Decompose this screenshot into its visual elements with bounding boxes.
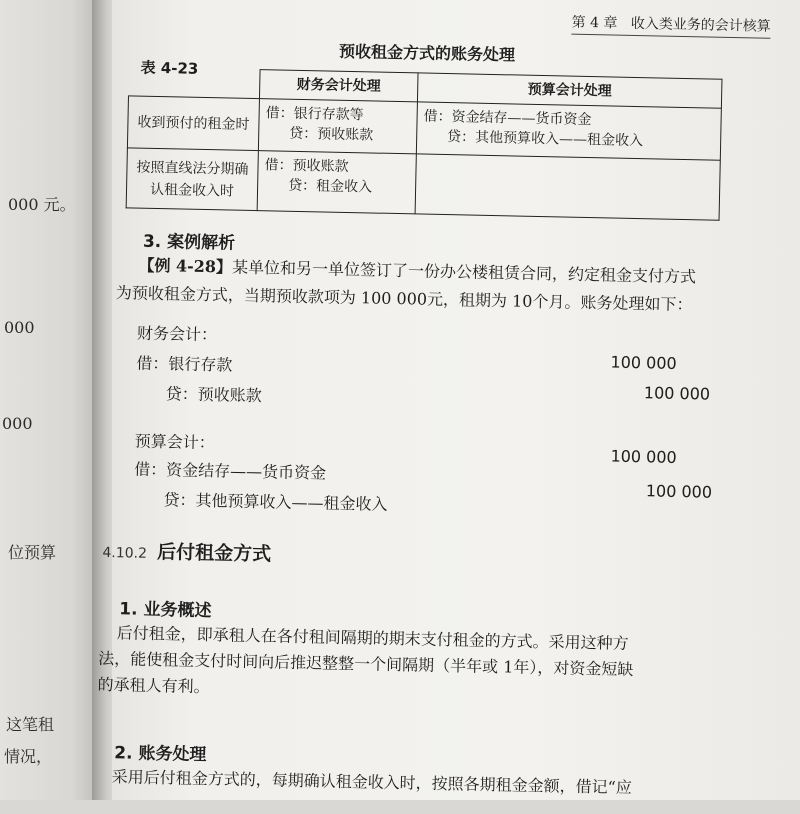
col-header-financial: 财务会计处理 <box>259 70 417 102</box>
page-content <box>95 0 800 814</box>
left-page-text: 000 <box>2 414 33 433</box>
left-page-text: 情况， <box>4 747 53 766</box>
accounting-table <box>126 66 723 220</box>
fin-debit-entry: 借：银行存款 <box>136 353 233 375</box>
fin-credit: 贷：预收账款 <box>289 125 374 144</box>
subheading-accounting: 2. 账务处理 <box>114 743 207 766</box>
table-cell <box>257 151 416 214</box>
fin-debit-amount: 100 000 <box>610 352 677 373</box>
para-line: 采用后付租金方式的，每期确认租金收入时，按照各期租金金额，借记“应 <box>111 767 633 798</box>
bud-debit-entry: 借：资金结存——货币资金 <box>133 459 327 483</box>
example-text: 某单位和另一单位签订了一份办公楼租赁合同，约定租金支付方式 <box>231 257 697 287</box>
left-page-text: 这笔租 <box>6 715 55 734</box>
section-number: 4.10.2 <box>102 544 148 562</box>
table-title: 预收租金方式的账务处理 <box>338 41 516 65</box>
fin-debit: 借：预收账款 <box>264 157 349 175</box>
case-heading: 3. 案例解析 <box>142 231 236 254</box>
paragraph-overview <box>97 620 756 711</box>
left-page <box>0 0 104 800</box>
fin-credit-amount: 100 000 <box>643 383 711 404</box>
example-line: 为预收租金方式，当期预收款项为 100 000元，租期为 10个月。账务处理如下： <box>115 283 693 315</box>
row-label: 收到预付的租金时 <box>127 96 259 151</box>
left-page-text: 位预算 <box>8 543 57 562</box>
chapter-number: 第 4 章 <box>571 14 618 32</box>
paragraph-accounting <box>111 764 751 803</box>
row-label: 按照直线法分期确认租金收入时 <box>126 148 258 211</box>
para-line: 法，能使租金支付时间向后推迟整整一个间隔期（半年或 1年），对资金短缺 <box>98 648 634 680</box>
table-cell <box>258 99 417 154</box>
example-tag: 【例 4-28】 <box>138 255 233 277</box>
subheading-overview: 1. 业务概述 <box>119 599 212 622</box>
bud-debit-amount: 100 000 <box>610 446 677 467</box>
bud-credit: 贷：其他预算收入——租金收入 <box>446 129 644 150</box>
fin-credit-entry: 贷：预收账款 <box>165 384 262 406</box>
bud-label: 预算会计： <box>134 431 215 453</box>
table-cell <box>416 102 721 160</box>
col-header-budget: 预算会计处理 <box>417 73 722 108</box>
table-corner <box>128 67 260 99</box>
bud-debit: 借：资金结存——货币资金 <box>423 108 592 129</box>
bud-credit-entry: 贷：其他预算收入——租金收入 <box>163 490 388 514</box>
fin-debit: 借：银行存款等 <box>265 105 364 124</box>
left-page-text: 000 <box>4 318 35 337</box>
bud-credit-amount: 100 000 <box>645 481 713 502</box>
para-line: 的承租人有利。 <box>97 674 210 697</box>
section-title: 后付租金方式 <box>156 541 272 566</box>
para-line: 后付租金，即承租人在各付租间隔期的期末支付租金的方式。采用这种方 <box>116 623 629 653</box>
running-header <box>571 12 771 39</box>
section-heading <box>102 536 271 567</box>
table-cell <box>415 154 720 220</box>
left-page-text: 000 元。 <box>8 195 76 214</box>
table-number: 表 4-23 <box>140 58 199 78</box>
fin-credit: 贷：租金收入 <box>287 177 373 196</box>
chapter-title: 收入类业务的会计核算 <box>630 15 771 35</box>
right-page <box>97 0 800 800</box>
fin-label: 财务会计： <box>136 323 218 345</box>
